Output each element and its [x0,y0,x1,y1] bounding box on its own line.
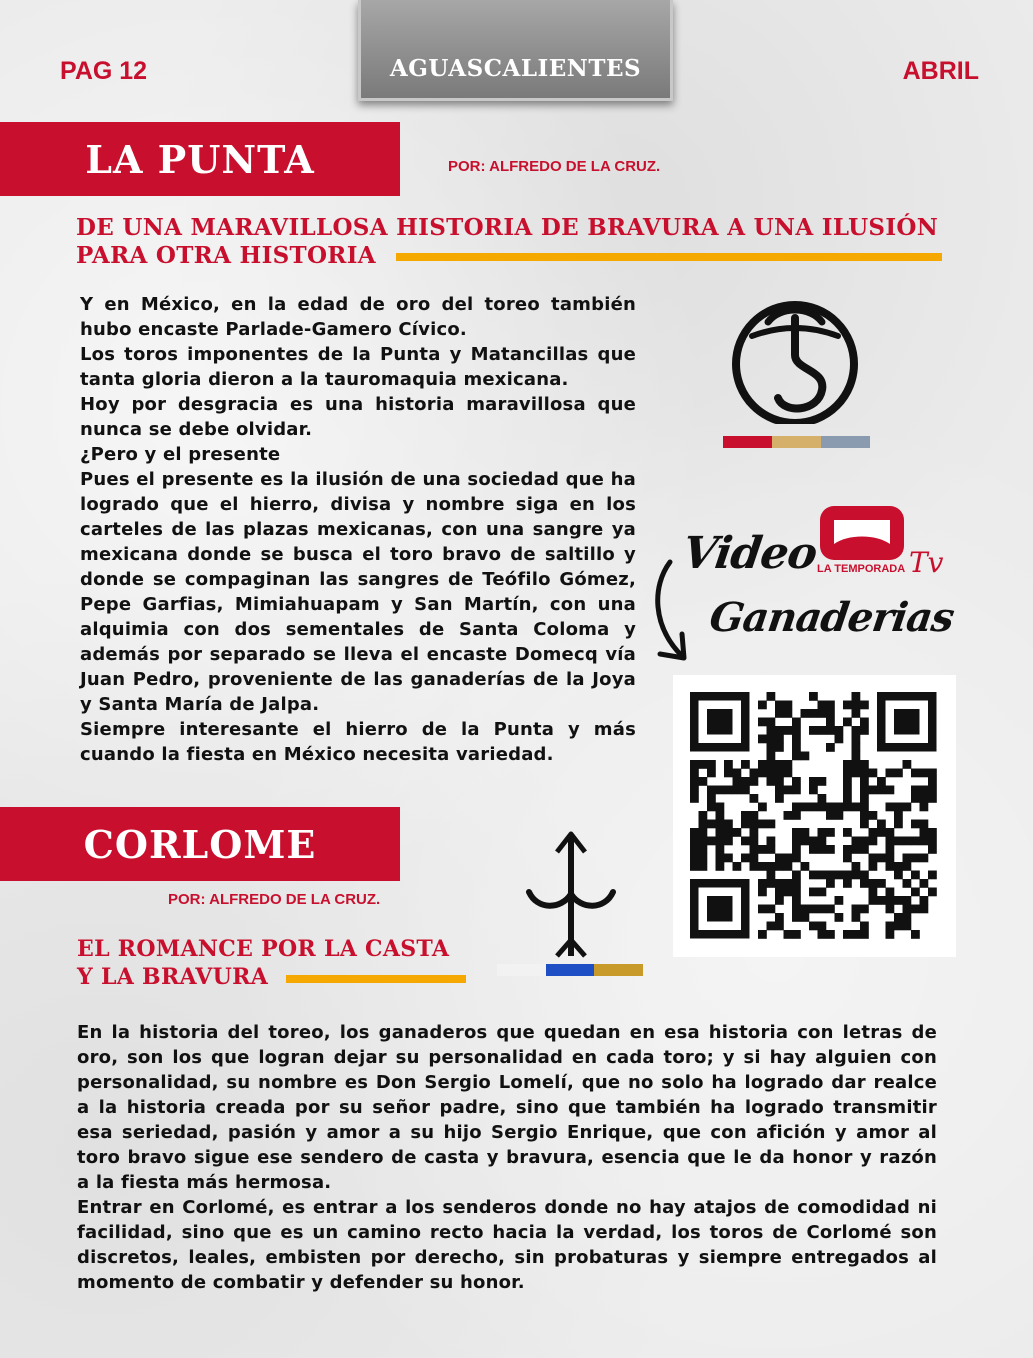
la-punta-hierro-icon [724,300,866,424]
article-body [80,292,636,767]
logo-label: LA TEMPORADA [817,563,906,575]
article-byline: POR: ALFREDO DE LA CRUZ. [168,891,381,908]
paragraph: ¿Pero y el presente [80,444,281,465]
promo-script-video: Video [679,528,820,579]
corlome-hierro-icon [525,828,617,960]
paragraph: Entrar en Corlomé, es entrar a los senderos donde no hay atajos de comodidad ni facilidad, sino que es un camino recto hacia la verdad, los toros de Corlomé son discretos, leales, embisten por derecho, sin probaturas y siempre entregados al momento de combatir y defender su honor. [77,1197,937,1293]
divisa-color [723,436,772,448]
logo-suffix: Tv [909,546,944,579]
subtitle-underline [286,975,466,983]
article-body [77,1020,937,1295]
divisa-color [821,436,870,448]
page-number: PAG 12 [60,57,148,85]
divisa-color [546,964,595,976]
promo-script-ganaderias: Ganaderias [706,594,957,641]
subtitle-line: DE UNA MARAVILLOSA HISTORIA DE BRAVURA A UNA ILUSIÓN [76,214,939,241]
divisa-color [594,964,643,976]
subtitle-line: Y LA BRAVURA [77,964,269,990]
paragraph: Pues el presente es la ilusión de una sociedad que ha logrado que el hierro, divisa y nombre siga en los carteles de las plazas mexicanas, con una sangre ya mexicana donde se busca el toro bravo de saltillo y donde se compaginan las sangres de Teófilo Gómez, Pepe Garfias, Mimiahuapam y San Martín, con una alquimia con dos sementales de Santa Coloma y además por separado se lleva el encaste Domecq vía Juan Pedro, proveniente de las ganaderías de la Joya y Santa María de Jalpa. [80,469,636,715]
paragraph: Siempre interesante el hierro de la Punta y más cuando la fiesta en México necesita variedad. [80,719,636,765]
article-subtitle [76,214,938,270]
subtitle-line: PARA OTRA HISTORIA [76,242,376,269]
qr-code-icon [673,675,956,957]
section-title: AGUASCALIENTES [389,55,642,82]
article-title-banner [0,807,400,881]
article-byline: POR: ALFREDO DE LA CRUZ. [448,158,661,175]
divisa-stripe [723,436,870,448]
article-title: LA PUNTA [85,136,315,182]
paragraph: Y en México, en la edad de oro del toreo también hubo encaste Parlade-Gamero Cívico. [80,294,636,340]
subtitle-underline [396,253,942,261]
article-title: CORLOME [83,821,317,867]
paragraph: Los toros imponentes de la Punta y Matancillas que tanta gloria dieron a la tauromaquia mexicana. [80,344,636,390]
divisa-color [497,964,546,976]
subtitle-line: EL ROMANCE POR LA CASTA [77,936,450,962]
article-title-banner [0,122,400,196]
issue-month: ABRIL [902,57,979,85]
divisa-color [772,436,821,448]
divisa-stripe [497,964,643,976]
paragraph: En la historia del toreo, los ganaderos que quedan en esa historia con letras de oro, son los que logran dejar su personalidad en cada toro; y si hay alguien con personalidad, su nombre es Don Sergio Lomelí, que no solo ha logrado dar realce a la historia creada por su señor padre, sino que también ha logrado transmitir esa seriedad, pasión y amor a su hijo Sergio Enrique, que con afición y amor al toro bravo sigue ese sendero de casta y bravura, esencia que le da honor y razón a la fiesta más hermosa. [77,1022,937,1193]
section-tab [358,0,673,101]
paragraph: Hoy por desgracia es una historia maravillosa que nunca se debe olvidar. [80,394,636,440]
qr-code[interactable] [673,675,956,957]
curved-arrow-down-icon [648,556,698,668]
